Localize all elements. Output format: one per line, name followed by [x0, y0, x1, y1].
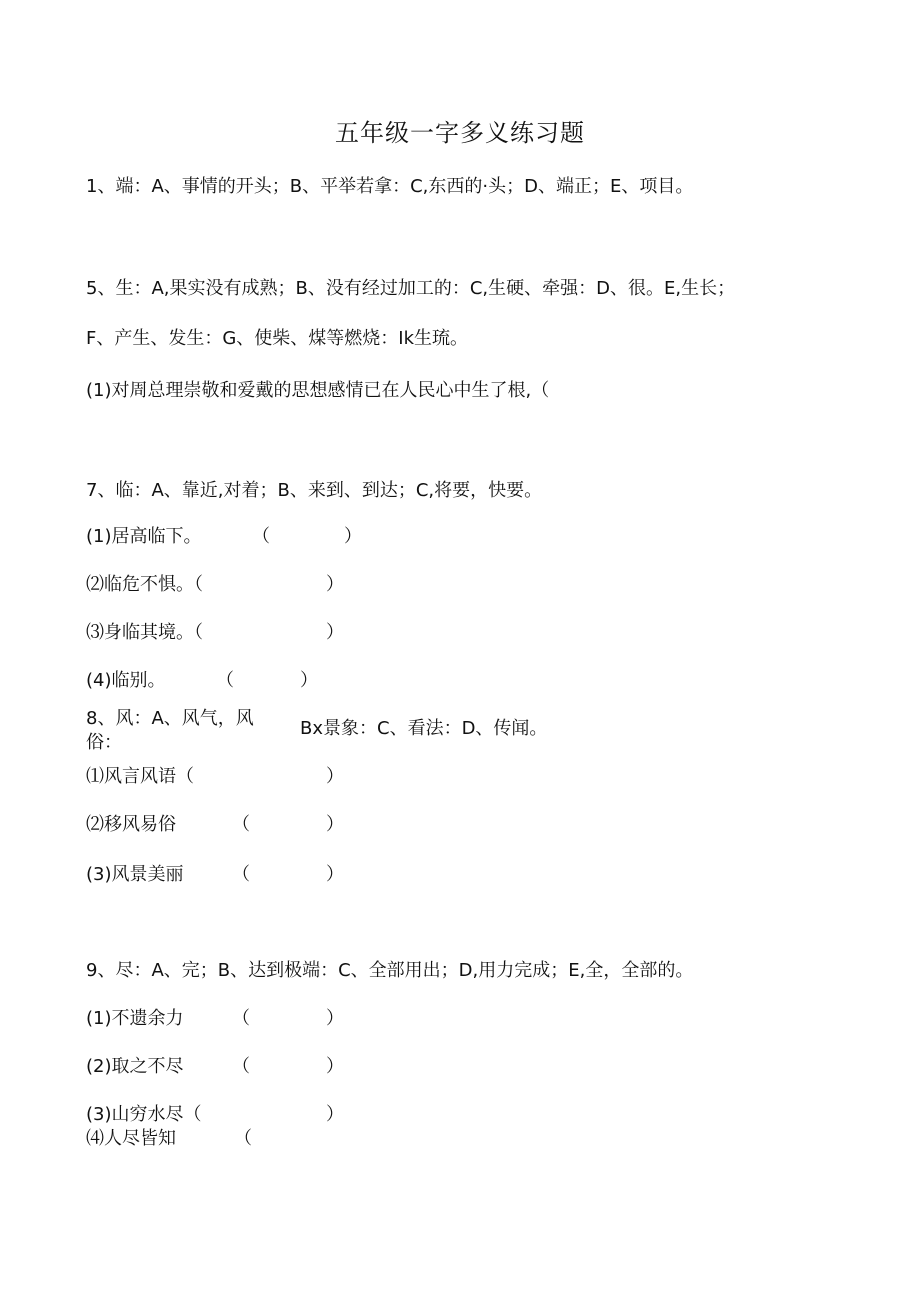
question-5-definition-line1: 5、生：A,果实没有成熟；B、没有经过加工的：C,生硬、牵强：D、很。E,生长； — [86, 278, 736, 299]
question-9-item-2-open-paren: （ — [232, 1056, 250, 1077]
question-1-definition: 1、端：A、事情的开头；B、平举若拿：C,东西的·头；D、端正；E、项目。 — [86, 176, 694, 197]
question-9-definition: 9、尽：A、完；B、达到极端：C、全部用出；D,用力完成；E,全，全部的。 — [86, 960, 694, 981]
question-9-item-4-label: ⑷人尽皆知 — [86, 1128, 176, 1149]
question-8-definition-left-line2: 俗： — [86, 732, 122, 753]
question-9-item-1-open-paren: （ — [232, 1008, 250, 1029]
question-9-item-1-label: (1)不遗余力 — [86, 1008, 184, 1029]
question-9-item-2-label: (2)取之不尽 — [86, 1056, 184, 1077]
question-8-item-1-label: ⑴风言风语（ — [86, 766, 194, 787]
question-7-item-2-close-paren: ） — [326, 574, 344, 595]
question-5-item-1: (1)对周总理崇敬和爱戴的思想感情已在人民心中生了根,（ — [86, 380, 550, 401]
question-9-item-3-label: (3)山穷水尽（ — [86, 1104, 202, 1125]
question-9-item-2-close-paren: ） — [326, 1056, 344, 1077]
question-5-definition-line2: F、产生、发生：G、使柴、煤等燃烧：Ik生琉。 — [86, 328, 469, 349]
question-7-item-3-label: ⑶身临其境。（ — [86, 622, 203, 643]
question-7-item-1-open-paren: （ — [252, 526, 270, 547]
question-8-item-3-open-paren: （ — [232, 864, 250, 885]
question-8-item-2-open-paren: （ — [232, 814, 250, 835]
question-9-item-1-close-paren: ） — [326, 1008, 344, 1029]
question-8-item-3-label: (3)风景美丽 — [86, 864, 184, 885]
question-8-item-3-close-paren: ） — [326, 864, 344, 885]
question-7-item-4-label: (4)临别。 — [86, 670, 166, 691]
question-7-item-1-close-paren: ） — [344, 526, 362, 547]
question-7-item-3-close-paren: ） — [326, 622, 344, 643]
question-9-item-4-open-paren: （ — [234, 1128, 252, 1149]
question-8-item-2-label: ⑵移风易俗 — [86, 814, 176, 835]
page-title: 五年级一字多义练习题 — [335, 119, 585, 147]
question-9-item-3-close-paren: ） — [326, 1104, 344, 1125]
question-7-item-2-label: ⑵临危不惧。（ — [86, 574, 203, 595]
question-8-definition-left-line1: 8、风：A、风气，风 — [86, 708, 254, 729]
question-7-item-4-open-paren: （ — [216, 670, 234, 691]
question-7-item-1-label: (1)居高临下。 — [86, 526, 202, 547]
question-8-item-2-close-paren: ） — [326, 814, 344, 835]
question-7-item-4-close-paren: ） — [300, 670, 318, 691]
question-7-definition: 7、临：A、靠近,对着；B、来到、到达；C,将要，快要。 — [86, 480, 543, 501]
question-8-definition-right: Bx景象：C、看法：D、传闻。 — [300, 718, 548, 739]
question-8-item-1-close-paren: ） — [326, 766, 344, 787]
